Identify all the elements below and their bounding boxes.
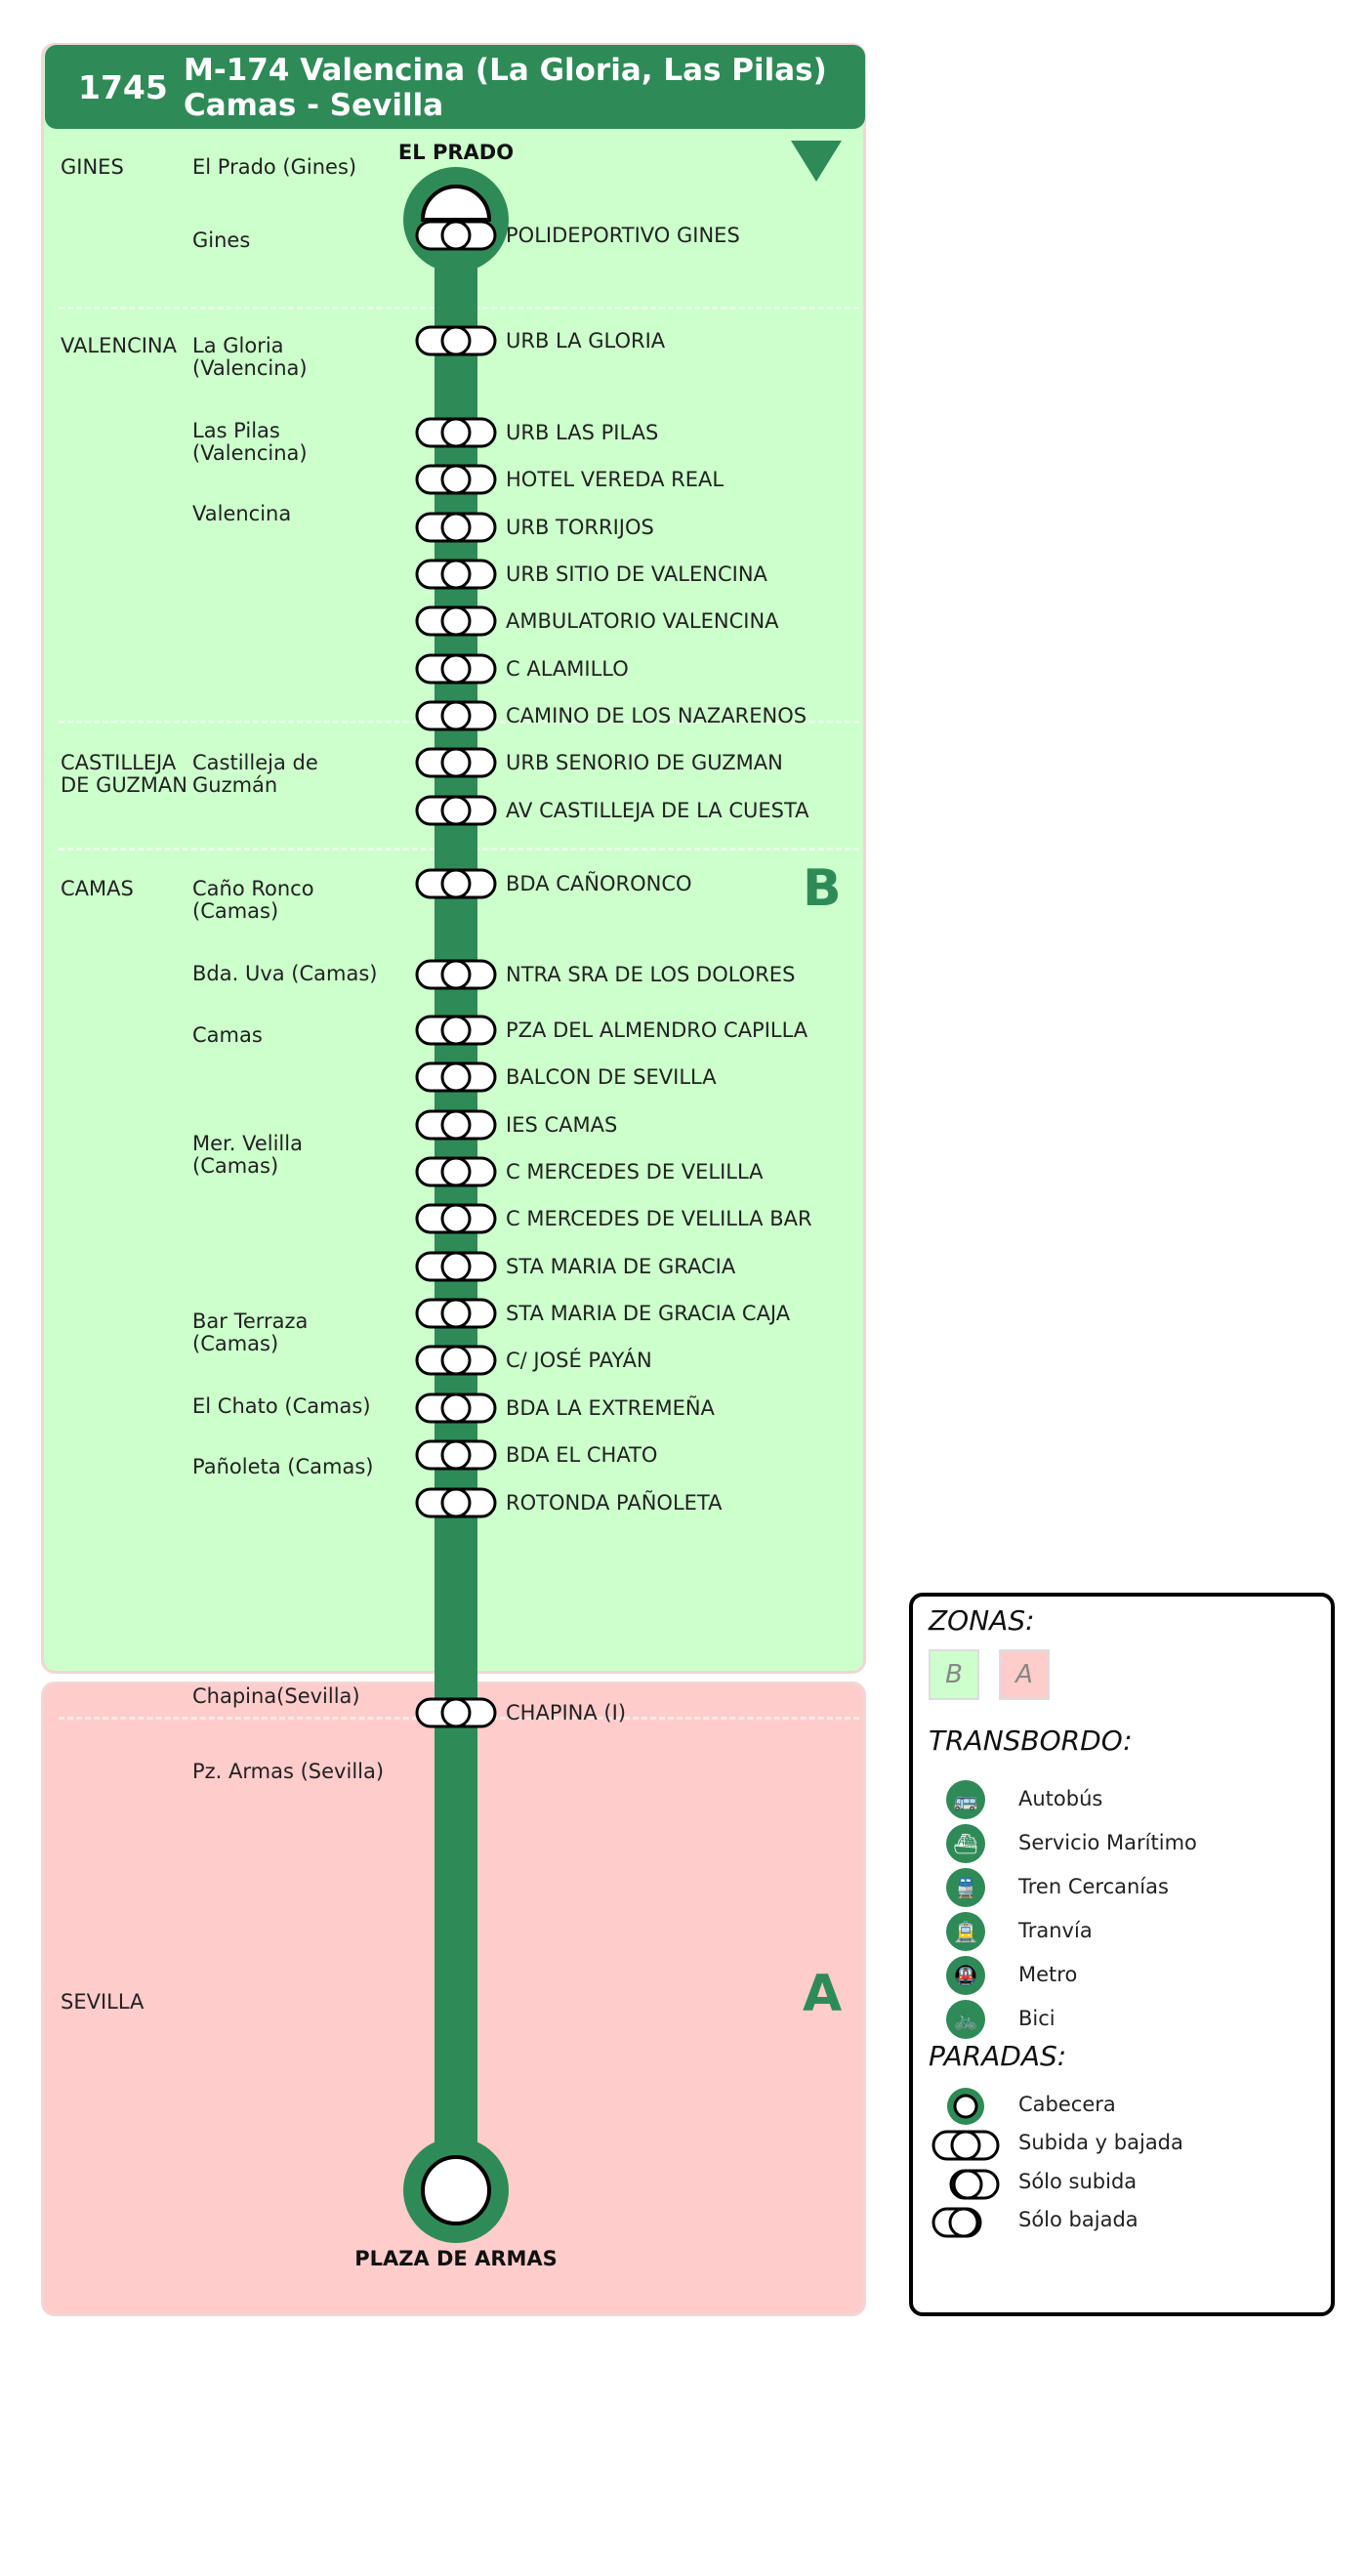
route-number: 1745 xyxy=(78,68,168,106)
locality-label: Gines xyxy=(192,229,251,252)
stop-name: URB SITIO DE VALENCINA xyxy=(506,562,767,586)
stop-name: C/ JOSÉ PAYÁN xyxy=(506,1349,652,1372)
tram-icon: 🚊 xyxy=(946,1912,985,1951)
stop-name: BDA LA EXTREMEÑA xyxy=(506,1396,715,1420)
stop-marker xyxy=(414,1392,498,1425)
stop-marker xyxy=(414,416,498,449)
municipality-label: CASTILLEJA DE GUZMAN xyxy=(61,751,187,797)
legend-transfer-label: Metro xyxy=(1018,1963,1078,1986)
stop-name: AV CASTILLEJA DE LA CUESTA xyxy=(506,799,809,822)
cabecera-icon xyxy=(946,2087,985,2126)
stop-marker xyxy=(414,746,498,779)
stop-name: PZA DEL ALMENDRO CAPILLA xyxy=(506,1018,808,1042)
ferry-icon: ⛴ xyxy=(946,1824,985,1863)
stop-name: URB TORRIJOS xyxy=(506,516,654,539)
locality-label: Camas xyxy=(192,1023,263,1047)
legend-zone-b-label: B xyxy=(945,1660,963,1689)
stop-marker xyxy=(414,1202,498,1235)
stop-marker xyxy=(414,1108,498,1142)
stop-name: STA MARIA DE GRACIA xyxy=(506,1255,736,1278)
locality-label: Pañoleta (Camas) xyxy=(192,1455,374,1478)
stop-name: BDA EL CHATO xyxy=(506,1443,658,1467)
bike-icon: 🚲 xyxy=(946,2000,985,2039)
terminal-end-label: PLAZA DE ARMAS xyxy=(354,2247,558,2270)
legend-transfer-label: Autobús xyxy=(1018,1787,1103,1810)
locality-label: Bda. Uva (Camas) xyxy=(192,962,378,985)
stop-marker xyxy=(414,794,498,827)
locality-label: Bar Terraza (Camas) xyxy=(192,1309,309,1355)
locality-label: El Prado (Gines) xyxy=(192,155,357,179)
legend-zone-a-label: A xyxy=(1015,1660,1033,1689)
stop-marker xyxy=(414,1486,498,1519)
solo-subida-icon xyxy=(948,2168,1001,2201)
bus-icon: 🚌 xyxy=(946,1780,985,1819)
legend-transfer-label: Bici xyxy=(1018,2007,1056,2030)
locality-label: Mer. Velilla (Camas) xyxy=(192,1132,303,1178)
legend-zone-b-swatch xyxy=(929,1649,979,1700)
stop-marker xyxy=(414,1696,498,1729)
legend-stop-label: Cabecera xyxy=(1018,2093,1116,2116)
stop-marker xyxy=(414,1297,498,1330)
direction-arrow-icon xyxy=(789,139,844,186)
stop-name: URB LAS PILAS xyxy=(506,421,659,444)
stop-name: AMBULATORIO VALENCINA xyxy=(506,609,779,633)
stop-name: ROTONDA PAÑOLETA xyxy=(506,1491,723,1515)
stop-name: STA MARIA DE GRACIA CAJA xyxy=(506,1302,791,1325)
stop-marker xyxy=(414,219,498,252)
route-name-line2: Camas - Sevilla xyxy=(184,88,444,123)
terminal-end-marker xyxy=(402,2137,510,2244)
municipality-label: GINES xyxy=(61,155,124,179)
legend-box xyxy=(909,1593,1335,2316)
legend-transfer-label: Tranvía xyxy=(1018,1919,1093,1942)
locality-label: Las Pilas (Valencina) xyxy=(192,419,308,465)
stop-name: HOTEL VEREDA REAL xyxy=(506,468,724,491)
stop-marker xyxy=(414,652,498,686)
stop-marker xyxy=(414,699,498,732)
stop-marker xyxy=(414,511,498,544)
stop-name: C MERCEDES DE VELILLA xyxy=(506,1160,764,1184)
stop-marker xyxy=(414,1014,498,1047)
stop-name: NTRA SRA DE LOS DOLORES xyxy=(506,963,796,986)
locality-label: Chapina(Sevilla) xyxy=(192,1684,360,1708)
subida-bajada-icon xyxy=(931,2129,1001,2162)
stop-name: URB LA GLORIA xyxy=(506,329,666,353)
route-name-line1: M-174 Valencina (La Gloria, Las Pilas) xyxy=(184,53,827,88)
stop-name: C MERCEDES DE VELILLA BAR xyxy=(506,1207,812,1230)
stop-name: CAMINO DE LOS NAZARENOS xyxy=(506,704,807,727)
legend-stops-title: PARADAS: xyxy=(929,2040,1067,2072)
stop-marker xyxy=(414,1438,498,1472)
stop-name: BDA CAÑORONCO xyxy=(506,872,692,895)
route-header xyxy=(45,45,865,129)
locality-label: Valencina xyxy=(192,502,292,525)
stop-marker xyxy=(414,324,498,357)
stop-marker xyxy=(414,1344,498,1377)
stop-name: BALCON DE SEVILLA xyxy=(506,1065,717,1089)
terminal-start-label: EL PRADO xyxy=(397,141,515,164)
stop-marker xyxy=(414,1060,498,1094)
legend-stop-label: Subida y bajada xyxy=(1018,2131,1183,2154)
locality-label: Castilleja de Guzmán xyxy=(192,751,318,797)
legend-transfer-label: Servicio Marítimo xyxy=(1018,1831,1197,1854)
stop-marker xyxy=(414,604,498,638)
stop-marker xyxy=(414,1155,498,1188)
municipality-label: VALENCINA xyxy=(61,334,177,357)
legend-transfer-label: Tren Cercanías xyxy=(1018,1875,1169,1898)
stop-name: C ALAMILLO xyxy=(506,657,629,681)
solo-bajada-icon xyxy=(931,2206,983,2239)
locality-label: La Gloria (Valencina) xyxy=(192,334,308,380)
locality-label: El Chato (Camas) xyxy=(192,1394,371,1418)
stop-marker xyxy=(414,558,498,591)
municipality-label: CAMAS xyxy=(61,877,134,900)
stop-name: POLIDEPORTIVO GINES xyxy=(506,224,740,247)
stop-name: URB SENORIO DE GUZMAN xyxy=(506,751,783,774)
train-icon: 🚆 xyxy=(946,1868,985,1907)
stop-marker xyxy=(414,463,498,496)
legend-stop-label: Sólo subida xyxy=(1018,2170,1138,2193)
metro-icon: 🚇 xyxy=(946,1956,985,1995)
municipality-label: SEVILLA xyxy=(61,1990,145,2014)
legend-transfer-title: TRANSBORDO: xyxy=(929,1724,1133,1757)
stop-name: CHAPINA (I) xyxy=(506,1701,627,1724)
locality-label: Pz. Armas (Sevilla) xyxy=(192,1760,385,1783)
stop-marker xyxy=(414,867,498,900)
stop-marker xyxy=(414,1250,498,1283)
stop-name: IES CAMAS xyxy=(506,1113,618,1137)
legend-stop-label: Sólo bajada xyxy=(1018,2208,1138,2231)
zone-b-letter: B xyxy=(803,859,842,918)
legend-zone-a-swatch xyxy=(999,1649,1050,1700)
zone-a-letter: A xyxy=(803,1965,843,2023)
legend-zones-title: ZONAS: xyxy=(929,1604,1035,1637)
locality-label: Caño Ronco (Camas) xyxy=(192,877,314,923)
stop-marker xyxy=(414,958,498,991)
